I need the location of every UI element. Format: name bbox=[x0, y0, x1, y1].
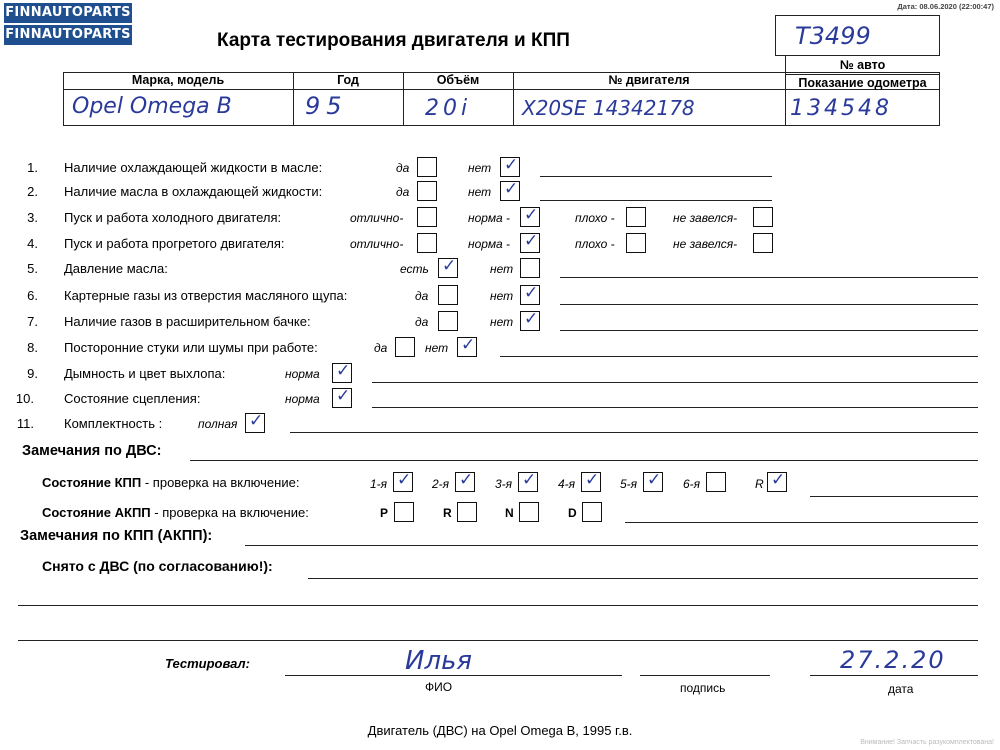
kpp-state-row bbox=[42, 475, 299, 490]
header-odometer: Показание одометра bbox=[798, 76, 927, 90]
option-label: нет bbox=[468, 161, 492, 175]
auto-number-value: Т3499 bbox=[795, 22, 871, 50]
option-checkbox[interactable] bbox=[753, 207, 773, 227]
gear-label: R bbox=[755, 477, 764, 491]
option-label: нет bbox=[425, 341, 449, 355]
question-text: Картерные газы из отверстия масляного щупа: bbox=[64, 288, 348, 303]
fio-label: ФИО bbox=[425, 680, 453, 694]
check-mark-icon: ✓ bbox=[524, 205, 539, 225]
gear-label: 5-я bbox=[620, 477, 638, 491]
option-checkbox[interactable] bbox=[626, 233, 646, 253]
header-auto-no: № авто bbox=[839, 58, 886, 72]
notes-line bbox=[500, 356, 978, 357]
option-label: полная bbox=[198, 417, 238, 431]
question-number: 3. bbox=[27, 210, 38, 225]
question-number: 9. bbox=[27, 366, 38, 381]
option-label: нет bbox=[490, 262, 514, 276]
check-mark-icon: ✓ bbox=[771, 470, 786, 490]
option-label: отлично- bbox=[350, 211, 404, 225]
check-mark-icon: ✓ bbox=[522, 470, 537, 490]
question-number: 6. bbox=[27, 288, 38, 303]
value-engine-no: X20SE 14342178 bbox=[522, 96, 695, 120]
value-odometer: 134548 bbox=[790, 96, 892, 121]
fio-value: Илья bbox=[405, 646, 473, 676]
gear-label: 6-я bbox=[683, 477, 701, 491]
akpp-mode-label: N bbox=[505, 506, 514, 520]
check-mark-icon: ✓ bbox=[585, 470, 600, 490]
option-checkbox[interactable] bbox=[438, 285, 458, 305]
date-value: 27.2.20 bbox=[840, 646, 946, 674]
option-label: не завелся- bbox=[673, 237, 738, 251]
option-checkbox[interactable] bbox=[417, 233, 437, 253]
question-number: 4. bbox=[27, 236, 38, 251]
value-year: 95 bbox=[305, 92, 348, 120]
watermark: Внимание! Запчасть разукомплектована! bbox=[860, 739, 994, 746]
option-label: да bbox=[415, 289, 429, 303]
caption: Двигатель (ДВС) на Opel Omega B, 1995 г.в. bbox=[367, 723, 633, 738]
question-number: 5. bbox=[27, 261, 38, 276]
question-number: 1. bbox=[27, 160, 38, 175]
notes-line bbox=[540, 200, 772, 201]
check-mark-icon: ✓ bbox=[524, 231, 539, 251]
kpp-notes-label: Замечания по КПП (АКПП): bbox=[20, 528, 213, 544]
header-volume: Объём bbox=[436, 73, 480, 87]
check-mark-icon: ✓ bbox=[647, 470, 662, 490]
option-label: плохо - bbox=[575, 211, 615, 225]
check-mark-icon: ✓ bbox=[442, 256, 457, 276]
question-number: 11. bbox=[16, 416, 34, 431]
akpp-mode-checkbox[interactable] bbox=[582, 502, 602, 522]
question-text: Наличие охлаждающей жидкости в масле: bbox=[64, 160, 323, 175]
date-stamp: Дата: 08.06.2020 (22:00:47) bbox=[897, 2, 994, 11]
check-mark-icon: ✓ bbox=[249, 411, 264, 431]
option-checkbox[interactable] bbox=[417, 207, 437, 227]
option-checkbox[interactable] bbox=[626, 207, 646, 227]
date-label: дата bbox=[888, 682, 914, 696]
option-label: да bbox=[415, 315, 429, 329]
question-text: Давление масла: bbox=[64, 261, 168, 276]
akpp-mode-checkbox[interactable] bbox=[519, 502, 539, 522]
option-checkbox[interactable] bbox=[520, 258, 540, 278]
check-mark-icon: ✓ bbox=[459, 470, 474, 490]
sign-label: подпись bbox=[680, 681, 726, 695]
kpp-state-suffix: - проверка на включение: bbox=[141, 475, 300, 490]
gear-label: 1-я bbox=[370, 477, 388, 491]
question-number: 7. bbox=[27, 314, 38, 329]
gear-label: 2-я bbox=[432, 477, 450, 491]
akpp-state-label: Состояние АКПП bbox=[42, 505, 151, 520]
akpp-state-suffix: - проверка на включение: bbox=[150, 505, 309, 520]
removed-label: Снято с ДВС (по согласованию!): bbox=[42, 558, 273, 574]
option-label: норма - bbox=[468, 237, 511, 251]
check-mark-icon: ✓ bbox=[336, 386, 351, 406]
option-checkbox[interactable] bbox=[753, 233, 773, 253]
akpp-mode-label: R bbox=[443, 506, 452, 520]
value-make-model: Opel Omega B bbox=[72, 94, 232, 119]
notes-line bbox=[372, 382, 978, 383]
option-label: да bbox=[374, 341, 388, 355]
page-title: Карта тестирования двигателя и КПП bbox=[217, 30, 570, 51]
option-label: плохо - bbox=[575, 237, 615, 251]
question-text: Дымность и цвет выхлопа: bbox=[64, 366, 226, 381]
akpp-mode-checkbox[interactable] bbox=[457, 502, 477, 522]
notes-line bbox=[560, 304, 978, 305]
option-label: нет bbox=[490, 315, 514, 329]
option-label: норма - bbox=[468, 211, 511, 225]
header-make-model: Марка, модель bbox=[131, 73, 225, 87]
option-label: норма bbox=[285, 367, 320, 381]
option-checkbox[interactable] bbox=[395, 337, 415, 357]
notes-line bbox=[372, 407, 978, 408]
option-label: да bbox=[396, 161, 410, 175]
question-text: Посторонние стуки или шумы при работе: bbox=[64, 340, 318, 355]
notes-line bbox=[290, 432, 978, 433]
kpp-state-label: Состояние КПП bbox=[42, 475, 142, 490]
option-label: отлично- bbox=[350, 237, 404, 251]
check-mark-icon: ✓ bbox=[504, 179, 519, 199]
check-mark-icon: ✓ bbox=[524, 283, 539, 303]
header-engine-no: № двигателя bbox=[608, 73, 690, 87]
option-label: да bbox=[396, 185, 410, 199]
brand-logo-bottom: FINNAUTOPARTS bbox=[4, 25, 132, 45]
option-label: нет bbox=[490, 289, 514, 303]
option-label: нет bbox=[468, 185, 492, 199]
check-mark-icon: ✓ bbox=[336, 361, 351, 381]
value-volume: 20i bbox=[425, 96, 472, 121]
option-checkbox[interactable] bbox=[417, 181, 437, 201]
question-text: Комплектность : bbox=[64, 416, 163, 431]
header-year: Год bbox=[337, 73, 359, 87]
question-number: 2. bbox=[27, 184, 38, 199]
check-mark-icon: ✓ bbox=[504, 155, 519, 175]
question-text: Пуск и работа холодного двигателя: bbox=[64, 210, 282, 225]
gear-label: 4-я bbox=[558, 477, 576, 491]
akpp-mode-checkbox[interactable] bbox=[394, 502, 414, 522]
notes-line bbox=[540, 176, 772, 177]
check-mark-icon: ✓ bbox=[524, 309, 539, 329]
option-checkbox[interactable] bbox=[417, 157, 437, 177]
gear-label: 3-я bbox=[495, 477, 513, 491]
akpp-state-row bbox=[42, 505, 309, 520]
question-text: Пуск и работа прогретого двигателя: bbox=[64, 236, 285, 251]
question-text: Наличие газов в расширительном бачке: bbox=[64, 314, 311, 329]
gear-checkbox[interactable] bbox=[706, 472, 726, 492]
notes-line bbox=[560, 277, 978, 278]
notes-line bbox=[560, 330, 978, 331]
check-mark-icon: ✓ bbox=[397, 470, 412, 490]
option-checkbox[interactable] bbox=[438, 311, 458, 331]
option-label: не завелся- bbox=[673, 211, 738, 225]
check-mark-icon: ✓ bbox=[461, 335, 476, 355]
akpp-mode-label: D bbox=[568, 506, 577, 520]
akpp-mode-label: P bbox=[380, 506, 389, 520]
brand-logo-top: FINNAUTOPARTS bbox=[4, 3, 132, 23]
question-number: 8. bbox=[27, 340, 38, 355]
option-label: норма bbox=[285, 392, 320, 406]
question-number: 10. bbox=[15, 391, 34, 406]
option-label: есть bbox=[400, 262, 429, 276]
question-text: Наличие масла в охлаждающей жидкости: bbox=[64, 184, 323, 199]
tested-label: Тестировал: bbox=[165, 656, 250, 671]
engine-notes-label: Замечания по ДВС: bbox=[22, 443, 162, 459]
question-text: Состояние сцепления: bbox=[64, 391, 201, 406]
